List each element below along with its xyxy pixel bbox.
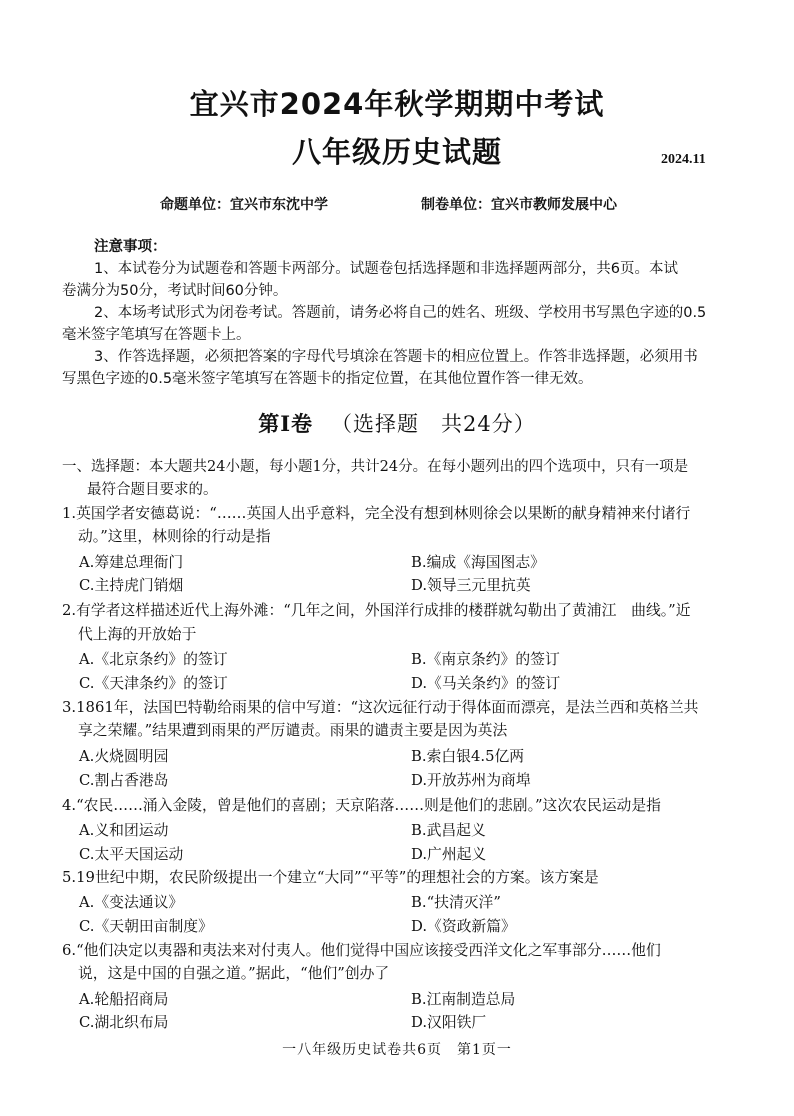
option-c: C.太平天国运动 [79,846,184,863]
option-c: C.湖北织布局 [79,1014,169,1031]
option-d: D.开放苏州为商埠 [411,772,531,789]
question-text: 享之荣耀。”结果遭到雨果的严厉谴责。雨果的谴责主要是因为英法 [78,722,508,739]
question-text: 代上海的开放始于 [78,626,197,643]
option-b: B.“扶清灭洋” [411,894,501,911]
option-b: B.索白银4.5亿两 [411,748,525,765]
option-d: D.广州起义 [411,846,487,863]
instructions-line1: 一、选择题：本大题共24小题，每小题1分，共计24分。在每小题列出的四个选项中，只有一项是 [62,459,689,475]
exam-title-line1: 宜兴市2024年秋学期期中考试 [189,87,605,121]
option-d: D.《马关条约》的签订 [411,675,561,692]
notice-line: 毫米签字笔填写在答题卡上。 [62,327,251,343]
question-text: 4.“农民……涌入金陵，曾是他们的喜剧；天京陷落……则是他们的悲剧。”这次农民运动是指 [62,797,661,814]
option-d: D.领导三元里抗英 [411,577,531,594]
option-a: A.轮船招商局 [79,991,169,1008]
option-c: C.《天朝田亩制度》 [79,918,213,935]
notice-line: 2、本场考试形式为闭卷考试。答题前，请务必将自己的姓名、班级、学校用书写黑色字迹的0.5 [94,305,707,321]
option-b: B.江南制造总局 [411,991,516,1008]
instructions-line2: 最符合题目要求的。 [87,482,218,498]
option-c: C.主持虎门销烟 [79,577,184,594]
author-unit: 命题单位：宜兴市东沈中学 [160,197,328,213]
question-text: 1.英国学者安德葛说：“……英国人出乎意料，完全没有想到林则徐会以果断的献身精神来付诸行 [62,505,691,522]
option-a: A.筹建总理衙门 [79,554,184,571]
question-text: 3.1861年，法国巴特勒给雨果的信中写道：“这次远征行动于得体面而漂亮，是法兰西和英格兰共 [62,699,699,716]
option-a: A.火烧圆明园 [79,748,169,765]
exam-date: 2024.11 [661,152,706,167]
section-title [0,408,794,438]
question-text: 说，这是中国的自强之道。”据此，“他们”创办了 [78,965,390,982]
option-b: B.《南京条约》的签订 [411,651,560,668]
exam-title-line2: 八年级历史试题 [291,135,502,169]
section-part1: 第Ⅰ卷 [258,411,314,436]
section-part2: （选择题 共24分） [331,412,536,436]
option-a: A.义和团运动 [79,822,169,839]
option-d: D.《资政新篇》 [411,918,516,935]
print-unit: 制卷单位：宜兴市教师发展中心 [421,197,617,213]
notice-line: 3、作答选择题，必须把答案的字母代号填涂在答题卡的相应位置上。作答非选择题，必须用书 [94,349,698,365]
notice-line: 1、本试卷分为试题卷和答题卡两部分。试题卷包括选择题和非选择题两部分，共6页。本试 [94,261,678,277]
option-b: B.武昌起义 [411,822,486,839]
option-b: B.编成《海国图志》 [411,554,545,571]
notice-line: 卷满分为50分，考试时间60分钟。 [62,283,288,299]
option-d: D.汉阳铁厂 [411,1014,487,1031]
option-a: A.《北京条约》的签订 [79,651,228,668]
question-text: 2.有学者这样描述近代上海外滩：“几年之间，外国洋行成排的楼群就勾勒出了黄浦江 曲线。”近 [62,602,691,619]
option-a: A.《变法通议》 [79,894,184,911]
question-text: 5.19世纪中期，农民阶级提出一个建立“大同”“平等”的理想社会的方案。该方案是 [62,869,599,886]
notice-line: 写黑色字迹的0.5毫米签字笔填写在答题卡的指定位置，在其他位置作答一律无效。 [62,371,593,387]
question-text: 6.“他们决定以夷器和夷法来对付夷人。他们觉得中国应该接受西洋文化之军事部分……他们 [62,942,661,959]
option-c: C.《天津条约》的签订 [79,675,228,692]
notice-heading: 注意事项： [94,239,167,255]
question-text: 动。”这里，林则徐的行动是指 [78,528,271,545]
option-c: C.割占香港岛 [79,772,169,789]
page-footer: 一八年级历史试卷共6页 第1页一 [282,1042,512,1058]
